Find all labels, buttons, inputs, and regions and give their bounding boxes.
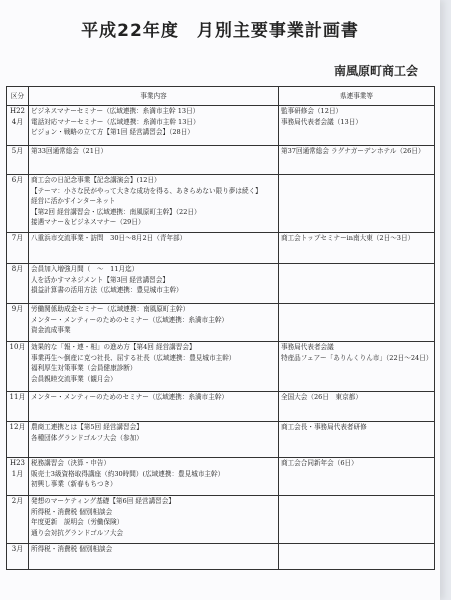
related-cell bbox=[279, 146, 435, 175]
content-line: 商工会の日記念事業【記念講演会】(12日） bbox=[31, 176, 161, 184]
table-row bbox=[7, 496, 435, 544]
month-cell bbox=[7, 264, 29, 304]
content-line: 電話対応マナーセミナー（広域連携：糸満市主幹 13日） bbox=[31, 117, 200, 126]
table-row bbox=[7, 106, 435, 146]
related-cell bbox=[279, 422, 435, 458]
month-cell bbox=[7, 544, 29, 570]
content-cell bbox=[29, 342, 279, 392]
content-line: 経営に活かすインターネット bbox=[31, 197, 116, 206]
month-label: H22 bbox=[9, 107, 25, 115]
related-cell bbox=[279, 175, 435, 233]
table-row bbox=[7, 392, 435, 422]
table-row bbox=[7, 304, 435, 342]
content-cell bbox=[29, 175, 279, 233]
content-cell bbox=[29, 233, 279, 264]
month-label: 2月 bbox=[11, 497, 24, 505]
table-row bbox=[7, 422, 435, 458]
content-line: 【テーマ：小さな民がやって大きな成功を得る、あきらめない限り夢は続く】 bbox=[31, 186, 262, 195]
table-header-row bbox=[7, 87, 435, 106]
content-line: メンター・メンティーのためのセミナー（広域連携：糸満市主幹） bbox=[31, 393, 229, 401]
content-cell bbox=[29, 392, 279, 422]
month-cell bbox=[7, 106, 29, 146]
content-line: 資金流成事業 bbox=[31, 326, 71, 335]
related-cell bbox=[279, 304, 435, 342]
content-line: 年度更新 説明会（労働保険） bbox=[31, 518, 124, 527]
document-title: 平成22年度 月別主要事業計画書 bbox=[81, 21, 359, 41]
month-label: 8月 bbox=[11, 265, 24, 273]
table-row bbox=[7, 264, 435, 304]
content-line: 農商工連携とは【第5回 経営講習会】 bbox=[31, 423, 143, 431]
related-cell bbox=[279, 496, 435, 544]
related-line: 特産品フェアー「ありんくりん市」（22日～24日） bbox=[281, 353, 433, 362]
table-row bbox=[7, 342, 435, 392]
related-cell bbox=[279, 392, 435, 422]
content-line: 初興し事業（新春もちつき） bbox=[31, 480, 117, 489]
month-cell bbox=[7, 146, 29, 175]
related-line: 事務局代表者会議（13日） bbox=[281, 117, 362, 126]
content-line: 販売士3級資格取得講座（約30時間）(広域連携：豊見城市主幹） bbox=[31, 469, 225, 478]
month-label: 7月 bbox=[11, 234, 24, 242]
content-line: 労働関係助成金セミナー（広域連携：南風原町主幹） bbox=[31, 305, 190, 313]
related-line: 事務局代表者会議 bbox=[281, 343, 334, 351]
content-line: 会員親睦交流事業（観月会） bbox=[31, 374, 117, 383]
content-line: 税務講習会（決算・申告） bbox=[31, 459, 111, 467]
month-label: 4月 bbox=[11, 118, 24, 126]
table-row bbox=[7, 175, 435, 233]
related-line: 全国大会（26日 東京都） bbox=[281, 393, 362, 401]
month-cell bbox=[7, 233, 29, 264]
content-cell bbox=[29, 544, 279, 570]
content-line: 事業再生～倒産に克つ社長、屈する社長（広域連携：豊見城市主幹） bbox=[31, 353, 236, 362]
content-line: ビジョン・戦略の立て方【第1回 経営講習会】（28日） bbox=[31, 128, 194, 137]
content-line: 第33回通常総会（21日） bbox=[31, 147, 108, 155]
month-label: 1月 bbox=[11, 470, 24, 478]
month-label: 6月 bbox=[11, 176, 24, 184]
content-cell bbox=[29, 304, 279, 342]
month-label: 10月 bbox=[9, 343, 26, 351]
month-cell bbox=[7, 304, 29, 342]
content-line: ビジネスマナーセミナー（広域連携：糸満市主幹 13日） bbox=[31, 107, 200, 115]
month-cell bbox=[7, 422, 29, 458]
content-cell bbox=[29, 264, 279, 304]
content-line: 所得税・消費税 個別相談会 bbox=[31, 507, 113, 516]
related-line: 第37回通常総会 ラグナガーデンホテル（26日） bbox=[281, 147, 425, 155]
related-line: 商工会長・事務局代表者研修 bbox=[281, 423, 367, 431]
month-cell bbox=[7, 392, 29, 422]
content-line: 発想のマーケティング基礎【第6回 経営講習会】 bbox=[31, 497, 175, 505]
related-line: 監事研修会（12日） bbox=[281, 107, 343, 115]
plan-table bbox=[6, 86, 435, 570]
content-line: 会員加入増強月間（ ～ 11月迄） bbox=[31, 265, 139, 273]
month-label: 5月 bbox=[11, 147, 24, 155]
content-line: 接遇マナー＆ビジネスマナー（29日） bbox=[31, 218, 145, 227]
month-cell bbox=[7, 496, 29, 544]
content-line: 所得税・消費税 個別相談会 bbox=[31, 545, 113, 553]
month-label: 11月 bbox=[9, 393, 26, 401]
month-label: 3月 bbox=[11, 545, 24, 553]
content-line: 損益計算書の活用方法（広域連携：豊見城市主幹） bbox=[31, 286, 183, 295]
related-line: 商工会トップセミナーin南大東（2日～3日） bbox=[281, 234, 415, 242]
header-month: 区分 bbox=[7, 87, 29, 106]
content-line: 人を活かすマネジメント【第3回 経営講習会】 bbox=[31, 275, 169, 284]
month-label: 9月 bbox=[11, 305, 24, 313]
table-row bbox=[7, 233, 435, 264]
month-label: H23 bbox=[9, 459, 25, 467]
content-cell bbox=[29, 106, 279, 146]
content-line: 効果的な「報・連・相」の進め方【第4回 経営講習会】 bbox=[31, 343, 196, 351]
header-related: 県連事業等 bbox=[279, 87, 435, 106]
table-row bbox=[7, 458, 435, 496]
table-row bbox=[7, 544, 435, 570]
plan-table-body bbox=[7, 106, 435, 570]
content-cell bbox=[29, 422, 279, 458]
content-cell bbox=[29, 496, 279, 544]
related-cell bbox=[279, 264, 435, 304]
content-cell bbox=[29, 146, 279, 175]
month-label: 12月 bbox=[9, 423, 26, 431]
content-cell bbox=[29, 458, 279, 496]
related-cell bbox=[279, 106, 435, 146]
month-cell bbox=[7, 342, 29, 392]
content-line: 福利厚生対策事業（会員健康診断） bbox=[31, 364, 137, 373]
related-cell bbox=[279, 544, 435, 570]
content-line: 各種団体グランドゴルフ大会（参加） bbox=[31, 433, 143, 442]
related-cell bbox=[279, 342, 435, 392]
content-line: 通り会対抗グランドゴルフ大会 bbox=[31, 528, 124, 537]
related-line: 商工会合同新年会（6日） bbox=[281, 459, 358, 467]
content-line: 八重浜市交流事業・訪問 30日～8月2日（青年部） bbox=[31, 234, 187, 242]
organization-name: 南風原町商工会 bbox=[333, 64, 418, 78]
content-line: メンター・メンティーのためのセミナー（広域連携：糸満市主幹） bbox=[31, 315, 229, 324]
related-cell bbox=[279, 233, 435, 264]
header-content: 事業内容 bbox=[29, 87, 279, 106]
content-line: 【第2回 経営講習会・広域連携：南風原町主幹】（22日） bbox=[31, 207, 201, 216]
month-cell bbox=[7, 175, 29, 233]
month-cell bbox=[7, 458, 29, 496]
table-row bbox=[7, 146, 435, 175]
related-cell bbox=[279, 458, 435, 496]
